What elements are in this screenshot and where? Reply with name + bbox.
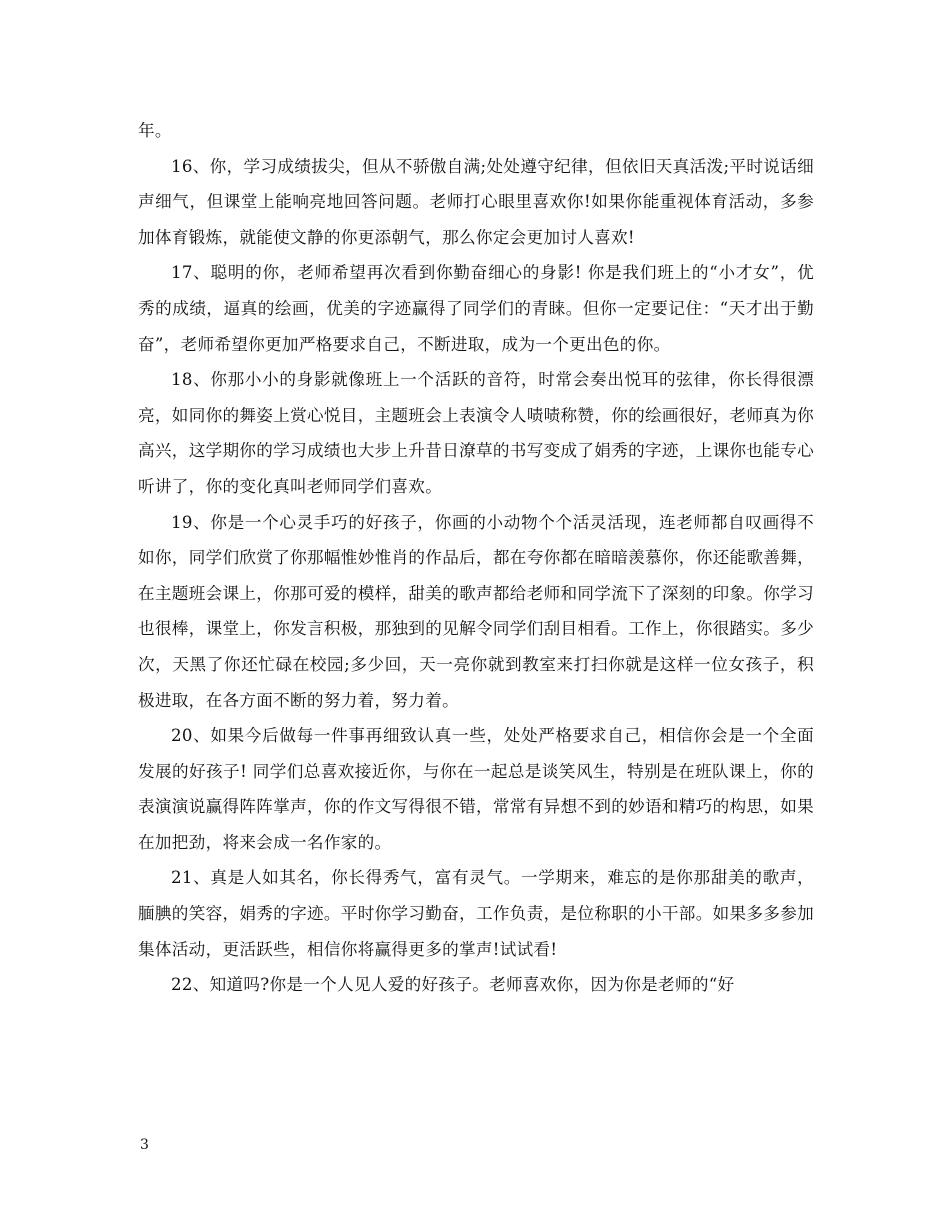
paragraph-18: 18、你那小小的身影就像班上一个活跃的音符，时常会奏出悦耳的弦律，你长得很漂亮，如同你的舞姿上赏心悦目，主题班会上表演令人啧啧称赞，你的绘画很好，老师真为你高兴，这学期你的学习成绩也大步上升昔日潦草的书写变成了娟秀的字迹，上课你也能专心听讲了，你的变化真叫老师同学们喜欢。 bbox=[138, 370, 814, 496]
paragraph-21: 21、真是人如其名，你长得秀气，富有灵气。一学期来，难忘的是你那甜美的歌声，腼腆的笑容，娟秀的字迹。平时你学习勤奋，工作负责，是位称职的小干部。如果多多参加集体活动，更活跃些，相信你将赢得更多的掌声!试试看! bbox=[138, 868, 814, 959]
paragraph-22: 22、知道吗?你是一个人见人爱的好孩子。老师喜欢你，因为你是老师的“好 bbox=[171, 975, 735, 995]
paragraph-continuation: 年。 bbox=[138, 121, 172, 140]
paragraph-16: 16、你，学习成绩拔尖，但从不骄傲自满;处处遵守纪律，但依旧天真活泼;平时说话细声细气，但课堂上能响亮地回答问题。老师打心眼里喜欢你!如果你能重视体育活动，多参加体育锻炼，就能使文静的你更添朝气，那么你定会更加讨人喜欢! bbox=[138, 156, 814, 247]
page-number: 3 bbox=[140, 1137, 149, 1153]
paragraph-20: 20、如果今后做每一件事再细致认真一些，处处严格要求自己，相信你会是一个全面发展的好孩子! 同学们总喜欢接近你，与你在一起总是谈笑风生，特别是在班队课上，你的表演演说赢得阵阵掌声，你的作文写得很不错，常常有异想不到的妙语和精巧的构思，如果在加把劲，将来会成一名作家的。 bbox=[138, 726, 814, 852]
paragraph-19: 19、你是一个心灵手巧的好孩子，你画的小动物个个活灵活现，连老师都自叹画得不如你，同学们欣赏了你那幅惟妙惟肖的作品后，都在夸你都在暗暗羡慕你，你还能歌善舞，在主题班会课上，你那可爱的模样，甜美的歌声都给老师和同学流下了深刻的印象。你学习也很棒，课堂上，你发言积极，那独到的见解令同学们刮目相看。工作上，你很踏实。多少次，天黑了你还忙碌在校园;多少回，天一亮你就到教室来打扫你就是这样一位女孩子，积极进取，在各方面不断的努力着，努力着。 bbox=[138, 512, 814, 710]
paragraph-17: 17、聪明的你，老师希望再次看到你勤奋细心的身影! 你是我们班上的“小才女”，优秀的成绩，逼真的绘画，优美的字迹赢得了同学们的青睐。但你一定要记住：“天才出于勤奋”，老师希望你更加严格要求自己，不断进取，成为一个更出色的你。 bbox=[138, 263, 814, 354]
document-body bbox=[138, 113, 814, 1003]
